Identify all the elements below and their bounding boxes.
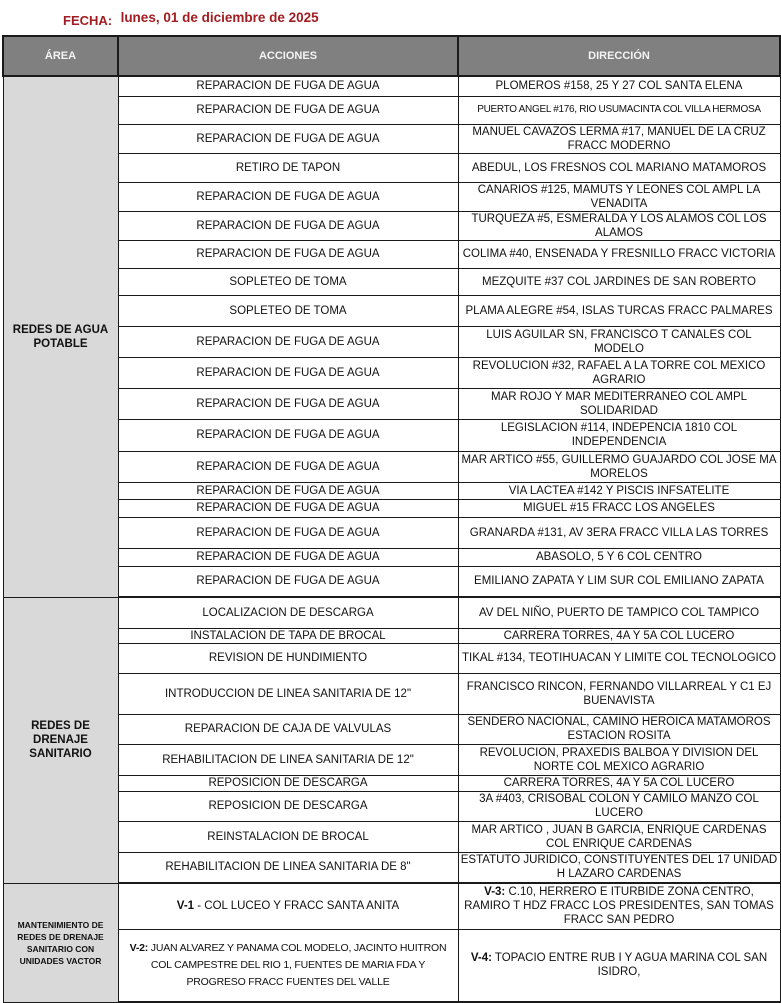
accion-cell: REPARACION DE FUGA DE AGUA bbox=[118, 326, 458, 357]
activities-table bbox=[2, 35, 781, 1003]
direccion-cell: TURQUEZA #5, ESMERALDA Y LOS ALAMOS COL LOS ALAMOS bbox=[458, 211, 780, 240]
vactor-unit-v3 bbox=[458, 883, 780, 929]
accion-cell: REPARACION DE FUGA DE AGUA bbox=[118, 211, 458, 240]
vactor-unit-v1 bbox=[118, 883, 458, 929]
direccion-cell: REVOLUCION #32, RAFAEL A LA TORRE COL MEXICO AGRARIO bbox=[458, 357, 780, 388]
accion-cell: REPOSICION DE DESCARGA bbox=[118, 775, 458, 791]
table-row bbox=[3, 744, 780, 775]
report-date bbox=[63, 9, 319, 28]
accion-cell: INSTALACION DE TAPA DE BROCAL bbox=[118, 628, 458, 643]
table-row bbox=[3, 240, 780, 268]
vactor-code: V-2: bbox=[129, 941, 149, 954]
table-row bbox=[3, 295, 780, 326]
accion-cell: REPARACION DE FUGA DE AGUA bbox=[118, 548, 458, 566]
accion-cell: SOPLETEO DE TOMA bbox=[118, 268, 458, 295]
table-row bbox=[3, 451, 780, 482]
accion-cell: REPARACION DE FUGA DE AGUA bbox=[118, 182, 458, 211]
direccion-cell: CARRERA TORRES, 4A Y 5A COL LUCERO bbox=[458, 775, 780, 791]
vactor-text: - COL LUCEO Y FRACC SANTA ANITA bbox=[194, 900, 400, 913]
accion-cell: REPARACION DE CAJA DE VALVULAS bbox=[118, 714, 458, 744]
accion-cell: INTRODUCCION DE LINEA SANITARIA DE 12" bbox=[118, 673, 458, 714]
table-row bbox=[3, 883, 780, 929]
accion-cell: LOCALIZACION DE DESCARGA bbox=[118, 597, 458, 628]
direccion-cell: ESTATUTO JURIDICO, CONSTITUYENTES DEL 17 UNIDAD H LAZARO CARDENAS bbox=[458, 852, 780, 883]
direccion-cell: 3A #403, CRISOBAL COLON Y CAMILO MANZO COL LUCERO bbox=[458, 791, 780, 821]
table-row bbox=[3, 182, 780, 211]
direccion-cell: ABEDUL, LOS FRESNOS COL MARIANO MATAMOROS bbox=[458, 153, 780, 182]
table-row bbox=[3, 791, 780, 821]
vactor-unit-v2 bbox=[118, 929, 458, 1002]
column-header-direccion: DIRECCIÓN bbox=[458, 36, 780, 76]
accion-cell: REPOSICION DE DESCARGA bbox=[118, 791, 458, 821]
table-row bbox=[3, 775, 780, 791]
accion-cell: REPARACION DE FUGA DE AGUA bbox=[118, 240, 458, 268]
table-row bbox=[3, 499, 780, 517]
accion-cell: REPARACION DE FUGA DE AGUA bbox=[118, 419, 458, 451]
direccion-cell: PUERTO ANGEL #176, RIO USUMACINTA COL VILLA HERMOSA bbox=[458, 96, 780, 124]
direccion-cell: MAR ARTICO #55, GUILLERMO GUAJARDO COL JOSE MA MORELOS bbox=[458, 451, 780, 482]
direccion-cell: TIKAL #134, TEOTIHUACAN Y LIMITE COL TECNOLOGICO bbox=[458, 643, 780, 673]
vactor-text: JUAN ALVAREZ Y PANAMA COL MODELO, JACINTO HUITRON COL CAMPESTRE DEL RIO 1, FUENTES DE MARIA FDA Y PROGRESO FRACC FUENTES DEL VALLE bbox=[148, 941, 447, 988]
table-row bbox=[3, 597, 780, 628]
table-row bbox=[3, 388, 780, 419]
direccion-cell: VIA LACTEA #142 Y PISCIS INFSATELITE bbox=[458, 482, 780, 499]
accion-cell: REPARACION DE FUGA DE AGUA bbox=[118, 388, 458, 419]
accion-cell: REPARACION DE FUGA DE AGUA bbox=[118, 566, 458, 597]
table-row bbox=[3, 124, 780, 153]
direccion-cell: MAR ARTICO , JUAN B GARCIA, ENRIQUE CARDENAS COL ENRIQUE CARDENAS bbox=[458, 821, 780, 852]
accion-cell: REPARACION DE FUGA DE AGUA bbox=[118, 482, 458, 499]
direccion-cell: REVOLUCION, PRAXEDIS BALBOA Y DIVISION DEL NORTE COL MEXICO AGRARIO bbox=[458, 744, 780, 775]
group-drenaje-sanitario bbox=[3, 597, 780, 883]
column-header-acciones: ACCIONES bbox=[118, 36, 458, 76]
table-row bbox=[3, 419, 780, 451]
direccion-cell: SENDERO NACIONAL, CAMINO HEROICA MATAMOROS ESTACION ROSITA bbox=[458, 714, 780, 744]
accion-cell: REPARACION DE FUGA DE AGUA bbox=[118, 451, 458, 482]
accion-cell: SOPLETEO DE TOMA bbox=[118, 295, 458, 326]
vactor-unit-v4 bbox=[458, 929, 780, 1002]
direccion-cell: LUIS AGUILAR SN, FRANCISCO T CANALES COL MODELO bbox=[458, 326, 780, 357]
table-row bbox=[3, 268, 780, 295]
direccion-cell: COLIMA #40, ENSENADA Y FRESNILLO FRACC VICTORIA bbox=[458, 240, 780, 268]
table-row bbox=[3, 714, 780, 744]
direccion-cell: ABASOLO, 5 Y 6 COL CENTRO bbox=[458, 548, 780, 566]
table-row bbox=[3, 211, 780, 240]
table-row bbox=[3, 357, 780, 388]
direccion-cell: PLOMEROS #158, 25 Y 27 COL SANTA ELENA bbox=[458, 76, 780, 96]
date-value: lunes, 01 de diciembre de 2025 bbox=[120, 10, 319, 25]
vactor-code: V-4: bbox=[470, 952, 492, 965]
table-row bbox=[3, 628, 780, 643]
group-agua-potable bbox=[3, 76, 780, 597]
area-cell-agua: REDES DE AGUA POTABLE bbox=[3, 76, 118, 597]
table-row bbox=[3, 76, 780, 96]
accion-cell: REINSTALACION DE BROCAL bbox=[118, 821, 458, 852]
direccion-cell: CANARIOS #125, MAMUTS Y LEONES COL AMPL LA VENADITA bbox=[458, 182, 780, 211]
table-row bbox=[3, 929, 780, 1002]
direccion-cell: GRANARDA #131, AV 3ERA FRACC VILLA LAS TORRES bbox=[458, 517, 780, 548]
vactor-code: V-1 bbox=[176, 900, 195, 913]
accion-cell: REPARACION DE FUGA DE AGUA bbox=[118, 76, 458, 96]
accion-cell: REPARACION DE FUGA DE AGUA bbox=[118, 499, 458, 517]
vactor-text: TOPACIO ENTRE RUB I Y AGUA MARINA COL SAN ISIDRO, bbox=[491, 952, 768, 979]
direccion-cell: EMILIANO ZAPATA Y LIM SUR COL EMILIANO ZAPATA bbox=[458, 566, 780, 597]
direccion-cell: FRANCISCO RINCON, FERNANDO VILLARREAL Y C1 EJ BUENAVISTA bbox=[458, 673, 780, 714]
area-cell-vactor: MANTENIMIENTO DE REDES DE DRENAJE SANITARIO CON UNIDADES VACTOR bbox=[3, 883, 118, 1002]
table-row bbox=[3, 673, 780, 714]
date-label: FECHA: bbox=[63, 13, 113, 28]
table-row bbox=[3, 96, 780, 124]
table-row bbox=[3, 643, 780, 673]
accion-cell: REHABILITACION DE LINEA SANITARIA DE 12" bbox=[118, 744, 458, 775]
direccion-cell: MAR ROJO Y MAR MEDITERRANEO COL AMPL SOLIDARIDAD bbox=[458, 388, 780, 419]
area-cell-drenaje: REDES DE DRENAJE SANITARIO bbox=[3, 597, 118, 883]
accion-cell: REHABILITACION DE LINEA SANITARIA DE 8" bbox=[118, 852, 458, 883]
direccion-cell: MIGUEL #15 FRACC LOS ANGELES bbox=[458, 499, 780, 517]
accion-cell: REPARACION DE FUGA DE AGUA bbox=[118, 517, 458, 548]
table-row bbox=[3, 548, 780, 566]
table-row bbox=[3, 566, 780, 597]
accion-cell: REPARACION DE FUGA DE AGUA bbox=[118, 357, 458, 388]
direccion-cell: PLAMA ALEGRE #54, ISLAS TURCAS FRACC PALMARES bbox=[458, 295, 780, 326]
table-row bbox=[3, 482, 780, 499]
direccion-cell: LEGISLACION #114, INDEPENCIA 1810 COL INDEPENDENCIA bbox=[458, 419, 780, 451]
accion-cell: REPARACION DE FUGA DE AGUA bbox=[118, 96, 458, 124]
table-row bbox=[3, 852, 780, 883]
column-header-area: ÁREA bbox=[3, 36, 118, 76]
direccion-cell: AV DEL NIÑO, PUERTO DE TAMPICO COL TAMPICO bbox=[458, 597, 780, 628]
table-row bbox=[3, 326, 780, 357]
accion-cell: REVISION DE HUNDIMIENTO bbox=[118, 643, 458, 673]
vactor-text: C.10, HERRERO E ITURBIDE ZONA CENTRO, RAMIRO T HDZ FRACC LOS PRESIDENTES, SAN TOMAS FRACC SAN PEDRO bbox=[464, 886, 774, 927]
direccion-cell: MANUEL CAVAZOS LERMA #17, MANUEL DE LA CRUZ FRACC MODERNO bbox=[458, 124, 780, 153]
table-header-row bbox=[3, 36, 780, 76]
table-row bbox=[3, 517, 780, 548]
vactor-code: V-3: bbox=[484, 886, 506, 899]
direccion-cell: MEZQUITE #37 COL JARDINES DE SAN ROBERTO bbox=[458, 268, 780, 295]
accion-cell: REPARACION DE FUGA DE AGUA bbox=[118, 124, 458, 153]
table-row bbox=[3, 821, 780, 852]
accion-cell: RETIRO DE TAPON bbox=[118, 153, 458, 182]
group-vactor bbox=[3, 883, 780, 1002]
table-row bbox=[3, 153, 780, 182]
direccion-cell: CARRERA TORRES, 4A Y 5A COL LUCERO bbox=[458, 628, 780, 643]
